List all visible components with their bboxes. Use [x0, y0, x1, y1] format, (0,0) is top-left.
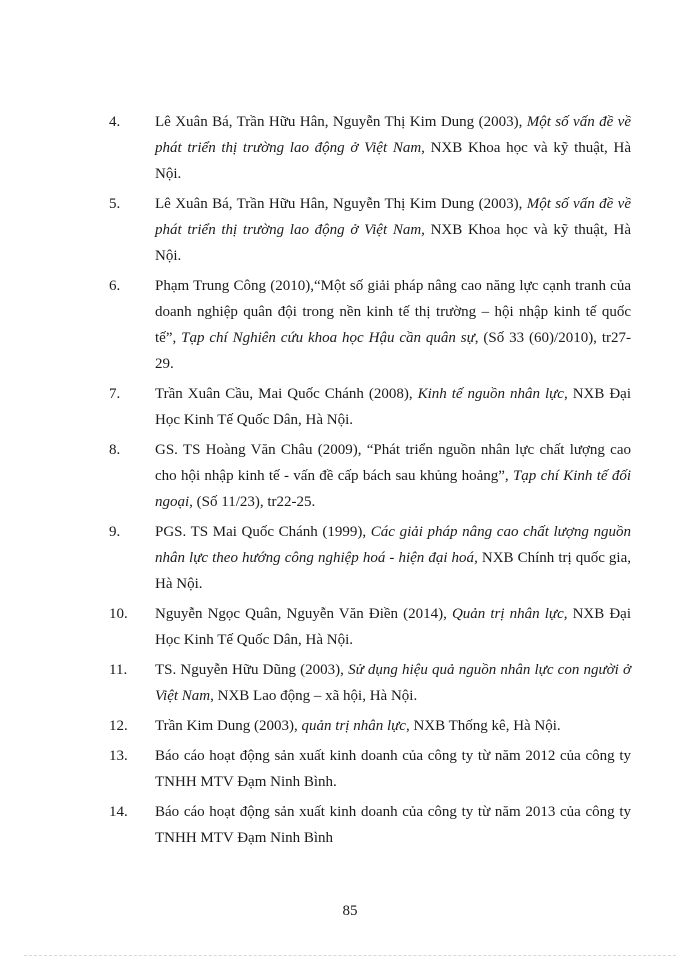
reference-title: Các giải pháp nâng cao chất lượng nguồn nhân lực theo hướng công nghiệp hoá - hiện đại hoá: [155, 524, 631, 566]
reference-title: Tạp chí Kinh tế đối ngoại: [155, 468, 631, 510]
reference-title: Một số vấn đề về phát triển thị trường lao động ở Việt Nam: [155, 196, 631, 238]
reference-list: [109, 109, 631, 855]
page-bottom-divider: [24, 955, 676, 956]
reference-item: [109, 437, 631, 515]
reference-number: 9.: [109, 524, 121, 540]
reference-item: [109, 191, 631, 269]
reference-title: quản trị nhân lực: [301, 718, 406, 734]
reference-text: Nguyễn Ngọc Quân, Nguyễn Văn Điền (2014), Quản trị nhân lực, NXB Đại Học Kinh Tế Quốc Dân, Hà Nội.: [155, 606, 632, 648]
reference-item: [109, 713, 631, 739]
reference-item: [109, 273, 631, 377]
reference-text: GS. TS Hoàng Văn Châu (2009), “Phát triển nguồn nhân lực chất lượng cao cho hội nhập kinh tế - vấn đề cấp bách sau khủng hoảng”, Tạp chí Kinh tế đối ngoại, (Số 11/23), tr22-25.: [155, 442, 631, 510]
reference-text: Lê Xuân Bá, Trần Hữu Hân, Nguyễn Thị Kim Dung (2003), Một số vấn đề về phát triển thị trường lao động ở Việt Nam, NXB Khoa học và kỹ thuật, Hà Nội.: [155, 196, 631, 264]
reference-text: Trần Kim Dung (2003), quản trị nhân lực, NXB Thống kê, Hà Nội.: [155, 718, 561, 734]
reference-number: 5.: [109, 196, 121, 212]
reference-item: [109, 109, 631, 187]
reference-text: PGS. TS Mai Quốc Chánh (1999), Các giải pháp nâng cao chất lượng nguồn nhân lực theo hướng công nghiệp hoá - hiện đại hoá, NXB Chính trị quốc gia, Hà Nội.: [155, 524, 631, 592]
reference-item: [109, 601, 631, 653]
reference-text: Trần Xuân Cầu, Mai Quốc Chánh (2008), Kinh tế nguồn nhân lực, NXB Đại Học Kinh Tế Quốc Dân, Hà Nội.: [155, 386, 631, 428]
reference-number: 12.: [109, 718, 128, 734]
reference-title: Quản trị nhân lực: [451, 606, 564, 622]
reference-title: Một số vấn đề về phát triển thị trường lao động ở Việt Nam: [155, 114, 631, 156]
reference-number: 10.: [109, 606, 128, 622]
reference-number: 6.: [109, 278, 121, 294]
reference-text: TS. Nguyễn Hữu Dũng (2003), Sử dụng hiệu quả nguồn nhân lực con người ở Việt Nam, NXB Lao động – xã hội, Hà Nội.: [155, 662, 631, 704]
reference-number: 13.: [109, 748, 128, 764]
reference-item: [109, 743, 631, 795]
reference-text: Báo cáo hoạt động sản xuất kinh doanh của công ty từ năm 2012 của công ty TNHH MTV Đạm Ninh Bình.: [155, 748, 631, 790]
reference-title: Tạp chí Nghiên cứu khoa học Hậu cần quân sự: [181, 330, 475, 346]
reference-item: [109, 381, 631, 433]
reference-title: Kinh tế nguồn nhân lực: [417, 386, 564, 402]
reference-number: 4.: [109, 114, 121, 130]
reference-text: Báo cáo hoạt động sản xuất kinh doanh của công ty từ năm 2013 của công ty TNHH MTV Đạm Ninh Bình: [155, 804, 631, 846]
reference-text: Lê Xuân Bá, Trần Hữu Hân, Nguyễn Thị Kim Dung (2003), Một số vấn đề về phát triển thị trường lao động ở Việt Nam, NXB Khoa học và kỹ thuật, Hà Nội.: [155, 114, 631, 182]
reference-item: [109, 657, 631, 709]
reference-number: 14.: [109, 804, 128, 820]
reference-item: [109, 799, 631, 851]
page-number: 85: [342, 903, 358, 919]
reference-number: 7.: [109, 386, 121, 402]
reference-title: Sử dụng hiệu quả nguồn nhân lực con người ở Việt Nam: [155, 662, 631, 704]
reference-item: [109, 519, 631, 597]
reference-number: 11.: [109, 662, 128, 678]
reference-text: Phạm Trung Công (2010),“Một số giải pháp nâng cao năng lực cạnh tranh của doanh nghiệp quân đội trong nền kinh tế thị trường – hội nhập kinh tế quốc tế”, Tạp chí Nghiên cứu khoa học Hậu cần quân sự, (Số 33 (60)/2010), tr27-29.: [155, 278, 631, 372]
reference-number: 8.: [109, 442, 121, 458]
